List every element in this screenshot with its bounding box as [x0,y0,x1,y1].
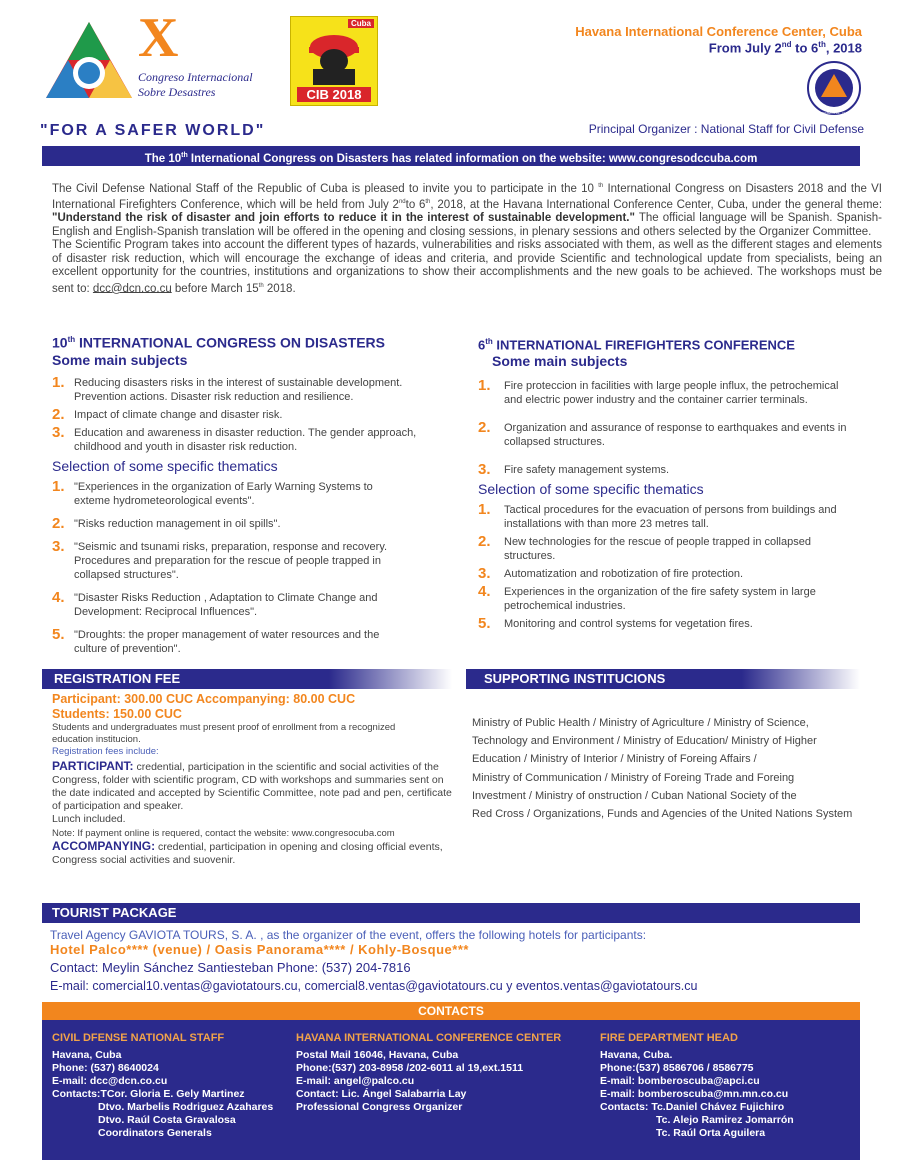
item-number: 2. [52,514,65,532]
item-number: 1. [52,477,65,495]
intro-paragraph-1 [52,180,882,239]
contact-line: Contact: Lic. Ángel Salabarria Lay [296,1088,467,1100]
list-item [478,503,858,531]
hotel-list: Hotel Palco**** (venue) / Oasis Panorama**** / Kohly-Bosque*** [50,942,469,957]
congress-thematics-title: Selection of some specific thematics [52,457,278,474]
contact-conference-center [296,1032,586,1114]
intro-paragraph-2 [52,239,882,295]
congress-subjects-list [52,373,452,454]
list-item [52,477,392,508]
item-text: "Experiences in the organization of Early Warning Systems to exteme hydrometeorological events". [74,480,373,507]
intro-text [52,180,882,296]
banner-pre: The 10 [144,152,182,165]
tourist-title: TOURIST PACKAGE [52,905,177,920]
item-text: "Droughts: the proper management of water resources and the culture of prevention". [74,628,380,655]
item-number: 1. [52,373,65,391]
contact-civil-defense [52,1032,292,1140]
badge-country: Cuba [348,19,374,28]
item-number: 3. [478,461,491,479]
badge-event: CIB 2018 [297,87,371,102]
supporting-line: Education / Ministry of Interior / Ministry of Foreing Affairs / [472,753,757,766]
banner-post: International Congress on Disasters has related information on the website: www.congresodccuba.com [187,152,758,165]
contact-line[interactable]: E-mail: angel@palco.cu [296,1075,415,1087]
congress-section [52,332,452,660]
item-number: 2. [478,533,491,551]
congress-title-post: INTERNATIONAL CONGRESS ON DISASTERS [75,334,385,351]
contact-fire-department [600,1032,850,1140]
seal-text: DEFENSA CIVIL · CUBA [817,111,851,115]
lunch-note: Lunch included. [52,813,126,825]
congress-title [52,332,452,351]
firefighters-subjects-title: Some main subjects [492,353,628,370]
participant-text: credential, participation in the scientific and social activities of the Congress, folder with scientific program, CD with workshops and summaries sent on the date indicated and accepted by Scientific Committee, note pad and pen, certificate of participation and speaker. [52,761,452,812]
item-text: Reducing disasters risks in the interest of sustainable development. Prevention actions. Disaster risk reduction and resilience. [74,376,403,403]
registration-section [52,692,454,867]
list-item [478,585,858,613]
principal-organizer [589,122,864,136]
supporting-line: Investment / Ministry of onstruction / Cuban National Society of the [472,789,797,802]
list-item [52,405,452,423]
contacts-header [42,1002,860,1020]
supporting-list [472,714,882,823]
item-number: 1. [478,377,491,395]
intro-p1-e: The official language will be Spanish. Spanish-English and English-Spanish translation will be offered in the opening and closing sessions, in plenary sessions and others selected by the Organizer Committee. [52,212,882,238]
accompanying-label: ACCOMPANYING: [52,839,156,853]
congress-thematics-list [52,477,392,656]
item-text: New technologies for the rescue of people trapped in collapsed structures. [504,536,811,563]
contact-line: Tc. Alejo Ramirez Jomarrón [656,1114,794,1126]
triangle-logo-icon [42,18,137,103]
supporting-bar [466,669,860,689]
item-number: 5. [478,615,491,633]
fire-department-heading: FIRE DEPARTMENT HEAD [600,1032,738,1044]
list-item [478,617,858,631]
supporting-line: Technology and Environment / Ministry of Education/ Ministry of Higher [472,735,817,748]
cib-badge [290,16,378,106]
contact-line: Coordinators Generals [98,1127,212,1139]
tourist-email[interactable]: E-mail: comercial10.ventas@gaviotatours.cu, comercial8.ventas@gaviotatours.cu y eventos.ventas@gaviotatours.cu [50,979,698,993]
logo-caption-line2: Sobre Desastres [138,85,216,99]
dates-sup2: th [818,40,826,49]
registration-title: REGISTRATION FEE [54,671,181,686]
payment-note: Note: If payment online is requered, contact the website: www.congresocuba.com [52,828,395,839]
contact-line: Postal Mail 16046, Havana, Cuba [296,1049,459,1061]
intro-p2-b: before March 15 [171,282,259,295]
venue-title: Havana International Conference Center, Cuba [575,24,862,39]
firefighter-icon [291,25,377,85]
congress-logo [42,18,137,103]
conference-center-heading: HAVANA INTERNATIONAL CONFERENCE CENTER [296,1032,562,1044]
accompanying-benefits [52,840,454,867]
supporting-line: Ministry of Public Health / Ministry of Agriculture / Ministry of Science, [472,717,809,729]
list-item [478,421,858,449]
dates-sup1: nd [781,40,792,49]
organizer-name: National Staff for Civil Defense [700,122,864,136]
congress-title-sup: th [67,335,76,344]
contact-line: Dtvo. Raúl Costa Gravalosa [98,1114,236,1126]
civil-defense-heading: CIVIL DFENSE NATIONAL STAFF [52,1032,225,1044]
item-number: 2. [52,405,65,423]
item-text: Education and awareness in disaster reduction. The gender approach, childhood and youth in disaster risk reduction. [74,426,417,453]
list-item [478,567,858,581]
dates-from: From July 2 [708,40,782,56]
list-item [52,588,392,619]
contact-line: Phone:(537) 203-8958 /202-6011 al 19,ext.1511 [296,1062,524,1074]
intro-p1-sup2: nd [398,199,406,206]
contact-line: Havana, Cuba [52,1049,122,1061]
item-number: 3. [478,565,491,583]
list-item [52,514,392,532]
item-number: 3. [52,537,65,555]
accompanying-text: credential, participation in opening and closing official events, Congress social activities and suovenir. [52,841,443,866]
list-item [52,423,452,454]
contact-line: Dtvo. Marbelis Rodriguez Azahares [98,1101,274,1113]
contacts-panel [42,1020,860,1160]
slogan: "FOR A SAFER WORLD" [40,122,266,139]
item-text: Fire proteccion in facilities with large people influx, the petrochemical and electric power industry and the container carrier terminals. [504,380,839,407]
supporting-line: Red Cross / Organizations, Funds and Agencies of the United Nations System [472,808,853,821]
workshop-email-link[interactable]: dcc@dcn.co.cu [92,282,172,295]
logo-caption-line1: Congreso Internacional [138,70,253,84]
logo-caption [138,70,253,100]
item-text: "Seismic and tsunami risks, preparation, response and recovery. Procedures and preparation for the rescue of people trapped in collapsed structures". [74,540,388,581]
intro-p1-a: The Civil Defense National Staff of the Republic of Cuba is pleased to invite you to participate in the 10 [52,182,599,195]
contact-line[interactable]: E-mail: dcc@dcn.co.cu [52,1075,168,1087]
supporting-title: SUPPORTING INSTITUCIONS [484,671,666,686]
dates-year: , 2018 [825,40,862,56]
intro-p1-d: , 2018, at the Havana International Conference Center, Cuba, under the general theme: [430,199,883,212]
item-number: 4. [52,588,65,606]
contact-line: Contacts:TCor. Gloria E. Gely Martinez [52,1088,245,1100]
list-item [478,535,858,563]
intro-p1-c: to 6 [405,199,426,212]
students-note: Students and undergraduates must present proof of enrollment from a recognized education institucion. [52,722,396,745]
civil-defense-seal-icon [806,60,862,116]
ff-title-sup: th [485,337,493,346]
item-text: Organization and assurance of response to earthquakes and events in collapsed structures. [504,422,847,449]
contact-line: Phone: (537) 8640024 [52,1062,159,1074]
participant-benefits [52,760,454,813]
contact-line: Tc. Raúl Orta Aguilera [656,1127,766,1139]
logo-roman-x: X [138,7,179,69]
list-item [52,373,452,404]
item-text: Tactical procedures for the evacuation of persons from buildings and installations with than more 23 metres tall. [504,504,837,531]
ff-thematics-title: Selection of some specific thematics [478,481,704,498]
intro-p1-sup3: th [425,199,431,206]
website-banner [42,146,860,166]
item-text: Fire safety management systems. [504,464,670,477]
contact-line[interactable]: E-mail: bomberoscuba@mn.mn.co.cu [600,1088,789,1100]
ff-thematics-list [478,503,858,631]
contact-line: Contacts: Tc.Daniel Chávez Fujichiro [600,1101,785,1113]
item-number: 5. [52,625,65,643]
organizer-label: Principal Organizer : [588,122,701,136]
item-text: Monitoring and control systems for vegetation fires. [504,618,753,631]
civil-defense-seal [806,60,862,116]
tourist-intro: Travel Agency GAVIOTA TOURS, S. A. , as the organizer of the event, offers the following hotels for participants: [50,928,647,942]
list-item [478,379,858,407]
event-dates [709,40,862,55]
tourist-bar [42,903,860,923]
ff-title-post: INTERNATIONAL FIREFIGHTERS CONFERENCE [492,337,795,353]
intro-p2-c: 2018. [263,282,296,295]
item-number: 2. [478,419,491,437]
intro-p1-b: International Congress on Disasters 2018 and the VI International Firefighters Conference, which will be held from July 2 [52,182,882,212]
item-text: "Risks reduction management in oil spills". [74,517,281,530]
firefighters-section [478,334,868,635]
contact-line: Havana, Cuba. [600,1049,673,1061]
includes-label: Registration fees include: [52,746,159,757]
item-number: 4. [478,583,491,601]
ff-title-pre: 6 [478,337,486,353]
contact-line: Phone:(537) 8586706 / 8586775 [600,1062,754,1074]
firefighters-title [478,334,868,352]
item-number: 1. [478,501,491,519]
item-number: 3. [52,423,65,441]
ff-subjects-list [478,379,858,477]
fee-students: Students: 150.00 CUC [52,707,182,721]
item-text: Automatization and robotization of fire protection. [504,568,744,581]
supporting-line: Ministry of Communication / Ministry of Foreing Trade and Foreing [472,771,795,784]
participant-label: PARTICIPANT: [52,759,134,773]
dates-to: to 6 [791,40,819,56]
tourist-section [50,928,880,996]
contact-line[interactable]: E-mail: bomberoscuba@apci.cu [600,1075,760,1087]
list-item [52,625,392,656]
intro-p2-sup: th [258,282,264,289]
contact-line: Professional Congress Organizer [296,1101,463,1113]
congress-subjects-title: Some main subjects [52,351,188,368]
list-item [52,537,392,582]
intro-p2-a: The Scientific Program takes into account the different types of hazards, vulnerabilities and risks associated with them, as well as the different stages and elements of disaster risk reduction, which will encourage the exchange of ideas and criteria, and provide Scientific and technological update from specialists, being an excellent opportunity for the countries, institutions and organizations to show their accomplishments and the new goals to be achieved. The workshops must be sent to: [52,239,882,295]
fee-participant: Participant: 300.00 CUC Accompanying: 80.00 CUC [52,692,356,706]
item-text: Impact of climate change and disaster risk. [74,408,283,421]
intro-theme: "Understand the risk of disaster and join efforts to reduce it in the interest of sustainable development." [52,212,635,225]
item-text: "Disaster Risks Reduction , Adaptation to Climate Change and Development: Reciprocal Influences". [74,591,378,618]
list-item [478,463,858,477]
registration-bar [42,669,452,689]
contacts-title: CONTACTS [418,1004,484,1018]
intro-p1-sup1: th [598,183,604,189]
tourist-contact: Contact: Meylin Sánchez Santiesteban Phone: (537) 204-7816 [50,960,411,975]
banner-sup: th [181,152,188,159]
congress-title-pre: 10 [52,334,68,351]
item-text: Experiences in the organization of the fire safety system in large petrochemical industries. [504,586,816,613]
